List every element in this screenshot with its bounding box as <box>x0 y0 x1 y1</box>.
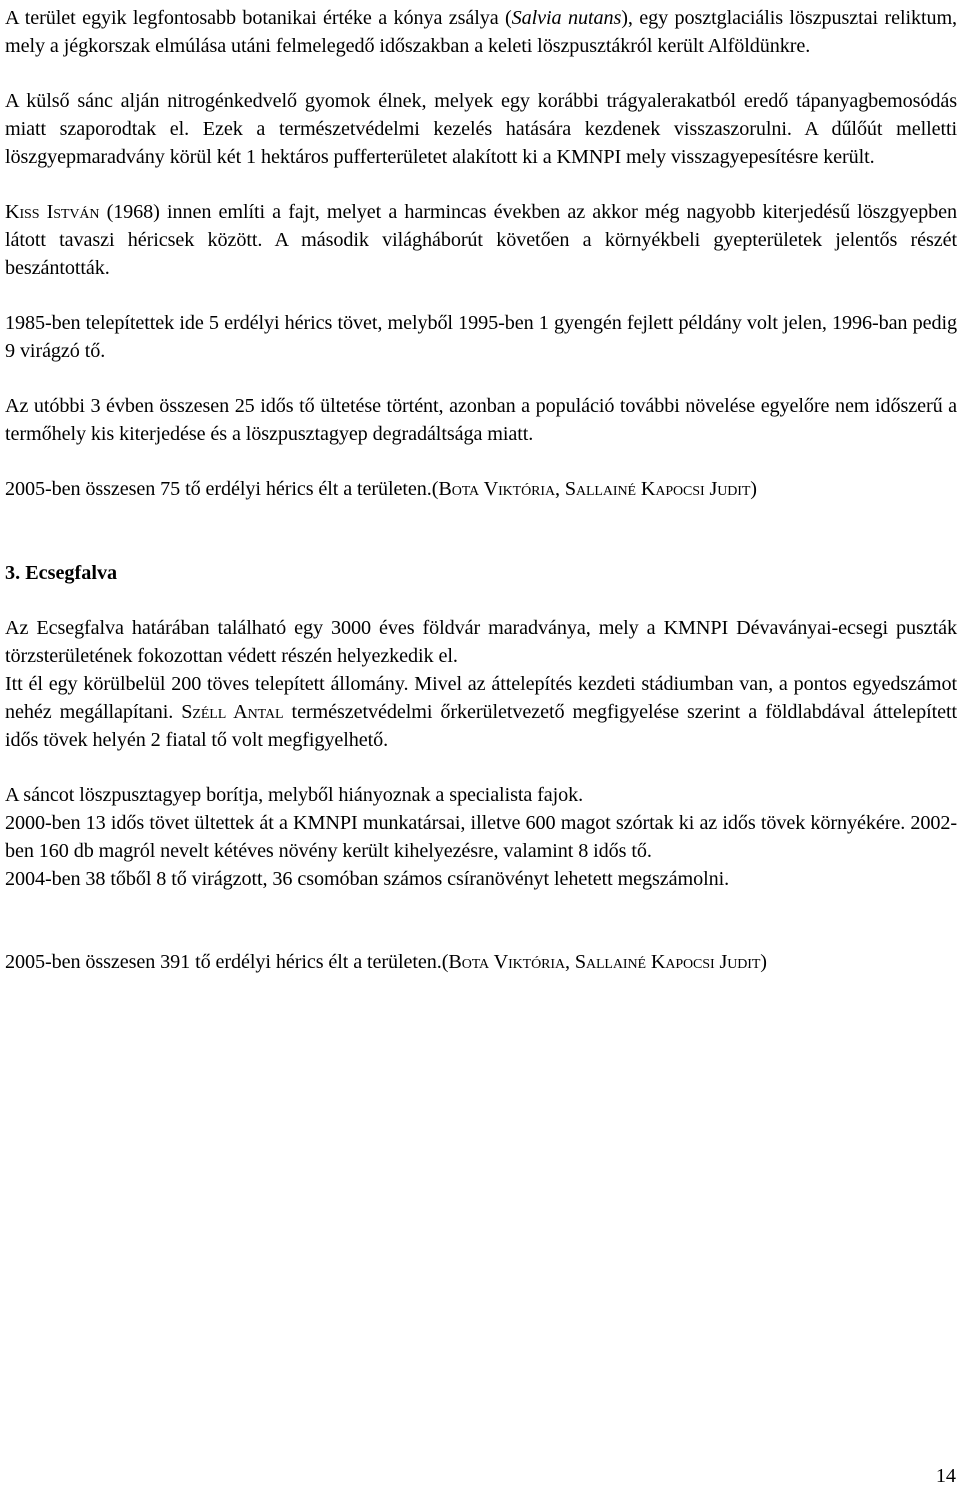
paragraph-2005-count <box>5 475 957 503</box>
paragraph-2000-planting: 2000-ben 13 idős tövet ültettek át a KMNPI munkatársai, illetve 600 magot szórtak ki az idős tövek környékére. 2002-ben 160 db magról nevelt kétéves növény került kihelyezésre, valamint 8 idős tő. <box>5 812 957 862</box>
paragraph-text: ) <box>750 478 757 500</box>
paragraph-recent-planting: Az utóbbi 3 évben összesen 25 idős tő ültetése történt, azonban a populáció további növelése egyelőre nem időszerű a termőhely kis kiterjedése és a löszpusztagyep degradáltsága miatt. <box>5 395 957 445</box>
paragraph-1985-planting: 1985-ben telepítettek ide 5 erdélyi hérics tövet, melyből 1995-ben 1 gyengén fejlett példány volt jelen, 1996-ban pedig 9 virágzó tő. <box>5 312 957 362</box>
paragraph-outer-rampart: A külső sánc alján nitrogénkedvelő gyomok élnek, melyek egy korábbi trágyalerakatból eredő tápanyagbemosódás miatt szaporodtak el. Ezek a természetvédelmi kezelés hatására kezdenek visszaszorulni. A dűlőút melletti löszgyepmaradvány körül két 1 hektáros pufferterületet alakított ki a KMNPI mely visszagyepesítésre került. <box>5 90 957 168</box>
author-name: Kiss István <box>5 201 100 223</box>
paragraph-text: Itt él egy körülbelül 200 töves telepített állomány. Mivel az áttelepítés kezdeti stádiumban van, a pontos egyedszámot nehéz megállapítani. <box>5 673 957 723</box>
paragraph-ecsegfalva-earthwork: Az Ecsegfalva határában található egy 3000 éves földvár maradványa, mely a KMNPI Dévaványai-ecsegi puszták törzsterületének fokozottan védett részén helyezkedik el. <box>5 617 957 667</box>
paragraph-kiss-istvan <box>5 198 957 282</box>
author-name: Széll Antal <box>181 701 284 723</box>
paragraph-salvia-nutans <box>5 4 957 60</box>
credit-names: Bota Viktória, Sallainé Kapocsi Judit <box>438 478 751 500</box>
credit-names: Bota Viktória, Sallainé Kapocsi Judit <box>448 951 761 973</box>
page-number: 14 <box>935 1465 956 1487</box>
paragraph-text: 2005-ben összesen 391 tő erdélyi hérics élt a területen.( <box>5 951 449 973</box>
paragraph-text: A terület egyik legfontosabb botanikai értéke a kónya zsálya ( <box>5 7 512 29</box>
paragraph-population-estimate <box>5 670 957 754</box>
paragraph-2004-flowering: 2004-ben 38 tőből 8 tő virágzott, 36 csomóban számos csíranövényt lehetett megszámolni. <box>5 868 730 890</box>
paragraph-text: természetvédelmi őrkerületvezető megfigyelése szerint a földlabdával áttelepített idős tövek helyén 2 fiatal tő volt megfigyelhető. <box>5 701 957 751</box>
paragraph-2005-ecsegfalva-count <box>5 948 957 976</box>
paragraph-text: 2005-ben összesen 75 tő erdélyi hérics élt a területen.( <box>5 478 439 500</box>
species-name: Salvia nutans <box>511 7 622 29</box>
paragraph-rampart-grassland: A sáncot löszpusztagyep borítja, melyből hiányoznak a specialista fajok. <box>5 784 584 806</box>
paragraph-text: ), egy posztglaciális löszpusztai reliktum, mely a jégkorszak elmúlása utáni felmelegedő időszakban a keleti löszpusztákról került Alföldünkre. <box>5 7 958 57</box>
paragraph-text: (1968) innen említi a fajt, melyet a harmincas években az akkor még nagyobb kiterjedésű löszgyepben látott tavaszi héricsek között. A második világháborút követően a környékbeli gyepterületek jelentős részét beszántották. <box>5 201 957 279</box>
paragraph-text: ) <box>760 951 767 973</box>
document-page <box>5 0 957 976</box>
section-heading: 3. Ecsegfalva <box>5 562 118 584</box>
